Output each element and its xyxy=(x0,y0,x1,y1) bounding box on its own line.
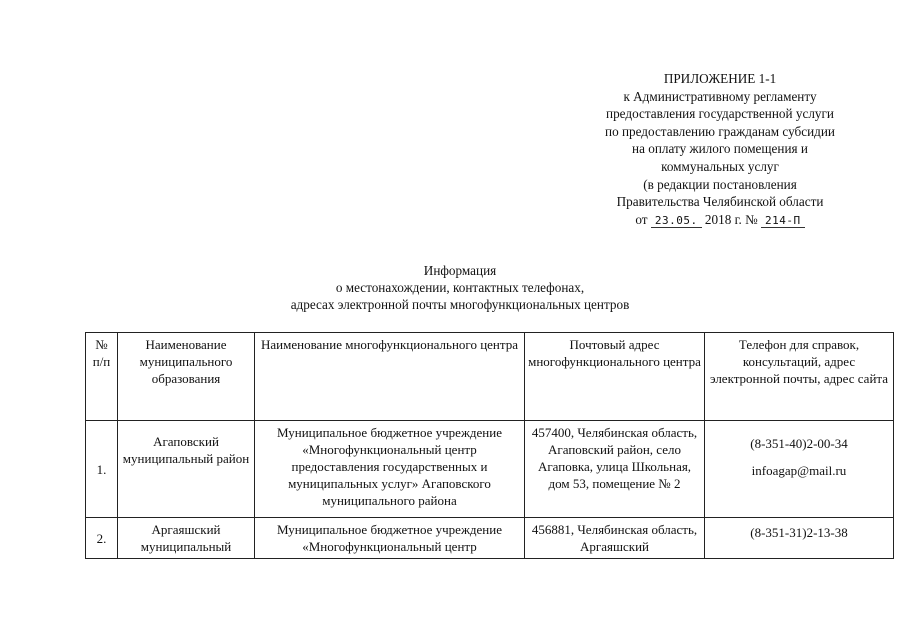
header-cell-number: № п/п xyxy=(86,333,118,421)
row-phone: (8-351-31)2-13-38 xyxy=(750,525,848,540)
date-year: 2018 г. № xyxy=(704,211,758,227)
row-municipality: Аргаяшский муниципальный xyxy=(118,518,255,559)
table-row xyxy=(86,421,894,518)
row-number: 2. xyxy=(86,518,118,559)
appendix-line: (в редакции постановления xyxy=(643,176,797,192)
header-cell-municipality: Наименование муниципального образования xyxy=(118,333,255,421)
row-center: Муниципальное бюджетное учреждение «Многофункциональный центр xyxy=(255,518,525,559)
row-phone: (8-351-40)2-00-34 xyxy=(750,436,848,451)
appendix-date-line xyxy=(550,211,890,229)
appendix-line: предоставления государственной услуги xyxy=(606,106,834,122)
number-value: 214-П xyxy=(761,214,805,228)
appendix-line: по предоставлению гражданам субсидии xyxy=(605,123,835,139)
header-cell-contacts: Телефон для справок, консультаций, адрес электронной почты, адрес сайта xyxy=(705,333,894,421)
row-center: Муниципальное бюджетное учреждение «Многофункциональный центр предоставления государственных и муниципальных услуг» Агаповского муниципального района xyxy=(255,421,525,518)
row-number: 1. xyxy=(86,421,118,518)
row-address: 456881, Челябинская область, Аргаяшский xyxy=(525,518,705,559)
appendix-line: к Административному регламенту xyxy=(623,88,817,104)
heading-line: о местонахождении, контактных телефонах, xyxy=(335,280,585,295)
row-contacts xyxy=(705,421,894,518)
header-cell-center: Наименование многофункционального центра xyxy=(255,333,525,421)
row-municipality xyxy=(118,421,255,518)
heading-title: Информация xyxy=(423,263,497,278)
row-municipality-text: Агаповский муниципальный район xyxy=(122,434,250,466)
mfc-table xyxy=(85,332,894,559)
row-address: 457400, Челябинская область, Агаповский район, село Агаповка, улица Школьная, дом 53, помещение № 2 xyxy=(525,421,705,518)
row-email: infoagap@mail.ru xyxy=(751,463,847,478)
header-cell-address: Почтовый адрес многофункционального центра xyxy=(525,333,705,421)
date-value: 23.05. xyxy=(651,214,702,228)
heading-line: адресах электронной почты многофункциональных центров xyxy=(290,297,630,312)
appendix-title: ПРИЛОЖЕНИЕ 1-1 xyxy=(663,71,777,86)
date-prefix: от xyxy=(635,211,648,227)
appendix-block xyxy=(550,70,890,228)
appendix-line: на оплату жилого помещения и xyxy=(632,141,808,157)
row-contacts xyxy=(705,518,894,559)
table-header-row xyxy=(86,333,894,421)
document-heading xyxy=(200,262,720,313)
appendix-line: Правительства Челябинской области xyxy=(616,194,824,210)
table-row xyxy=(86,518,894,559)
appendix-line: коммунальных услуг xyxy=(661,158,779,174)
